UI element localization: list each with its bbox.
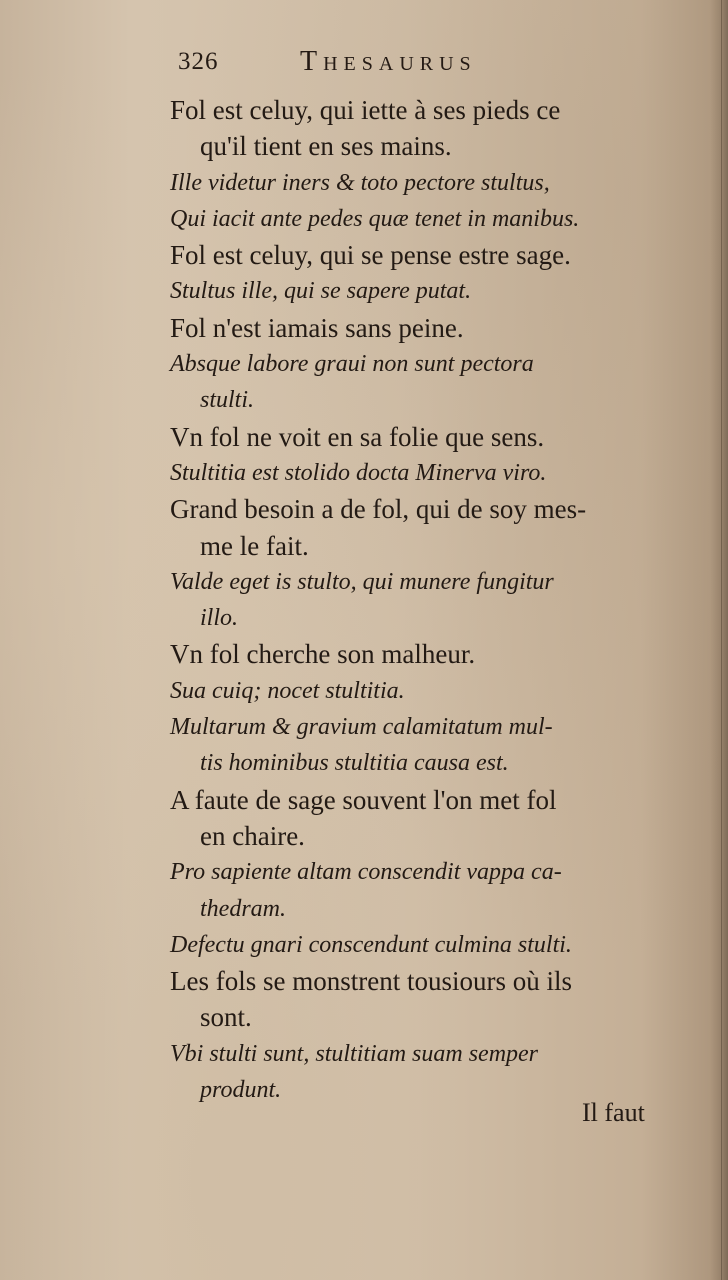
running-title: Thesaurus (300, 46, 477, 77)
latin-translation-line: Defectu gnari conscendunt culmina stulti. (170, 931, 572, 958)
latin-translation-line: illo. (200, 605, 239, 632)
latin-translation-line: Ille videtur iners & toto pectore stultus, (170, 169, 550, 196)
latin-translation-line: Stultitia est stolido docta Minerva viro. (170, 459, 547, 486)
page-number: 326 (178, 48, 219, 75)
french-proverb-line: Grand besoin a de fol, qui de soy mes- (170, 494, 587, 525)
french-proverb-line: Vn fol ne voit en sa folie que sens. (170, 421, 545, 452)
latin-translation-line: stulti. (200, 387, 255, 414)
french-proverb-line: A faute de sage souvent l'on met fol (170, 784, 557, 815)
page-edge-line (721, 0, 722, 1280)
french-proverb-line: Vn fol cherche son malheur. (170, 639, 476, 670)
latin-translation-line: Qui iacit ante pedes quæ tenet in manibus. (170, 205, 580, 232)
french-proverb-line: sont. (200, 1002, 252, 1033)
latin-translation-line: Absque labore graui non sunt pectora (170, 351, 534, 378)
latin-translation-line: produnt. (200, 1077, 282, 1104)
catchword: Il faut (582, 1098, 645, 1127)
latin-translation-line: Pro sapiente altam conscendit vappa ca- (170, 859, 562, 886)
french-proverb-line: Fol est celuy, qui se pense estre sage. (170, 240, 571, 271)
latin-translation-line: Valde eget is stulto, qui munere fungitur (170, 568, 554, 595)
french-proverb-line: Fol n'est iamais sans peine. (170, 312, 464, 343)
latin-translation-line: Stultus ille, qui se sapere putat. (170, 278, 472, 305)
french-proverb-line: Fol est celuy, qui iette à ses pieds ce (170, 95, 561, 125)
french-proverb-line: en chaire. (200, 820, 305, 851)
latin-translation-line: thedram. (200, 895, 286, 922)
french-proverb-line: Les fols se monstrent tousiours où ils (170, 966, 572, 997)
latin-translation-line: Sua cuiq; nocet stultitia. (170, 677, 405, 704)
latin-translation-line: Vbi stulti sunt, stultitiam suam semper (170, 1040, 539, 1067)
latin-translation-line: Multarum & gravium calamitatum mul- (170, 714, 553, 741)
proverb-text-block (170, 92, 690, 1108)
page-edge-shadow (710, 0, 728, 1280)
page-header (178, 44, 618, 84)
french-proverb-line: qu'il tient en ses mains. (200, 131, 452, 162)
french-proverb-line: me le fait. (200, 530, 309, 561)
latin-translation-line: tis hominibus stultitia causa est. (200, 750, 509, 777)
